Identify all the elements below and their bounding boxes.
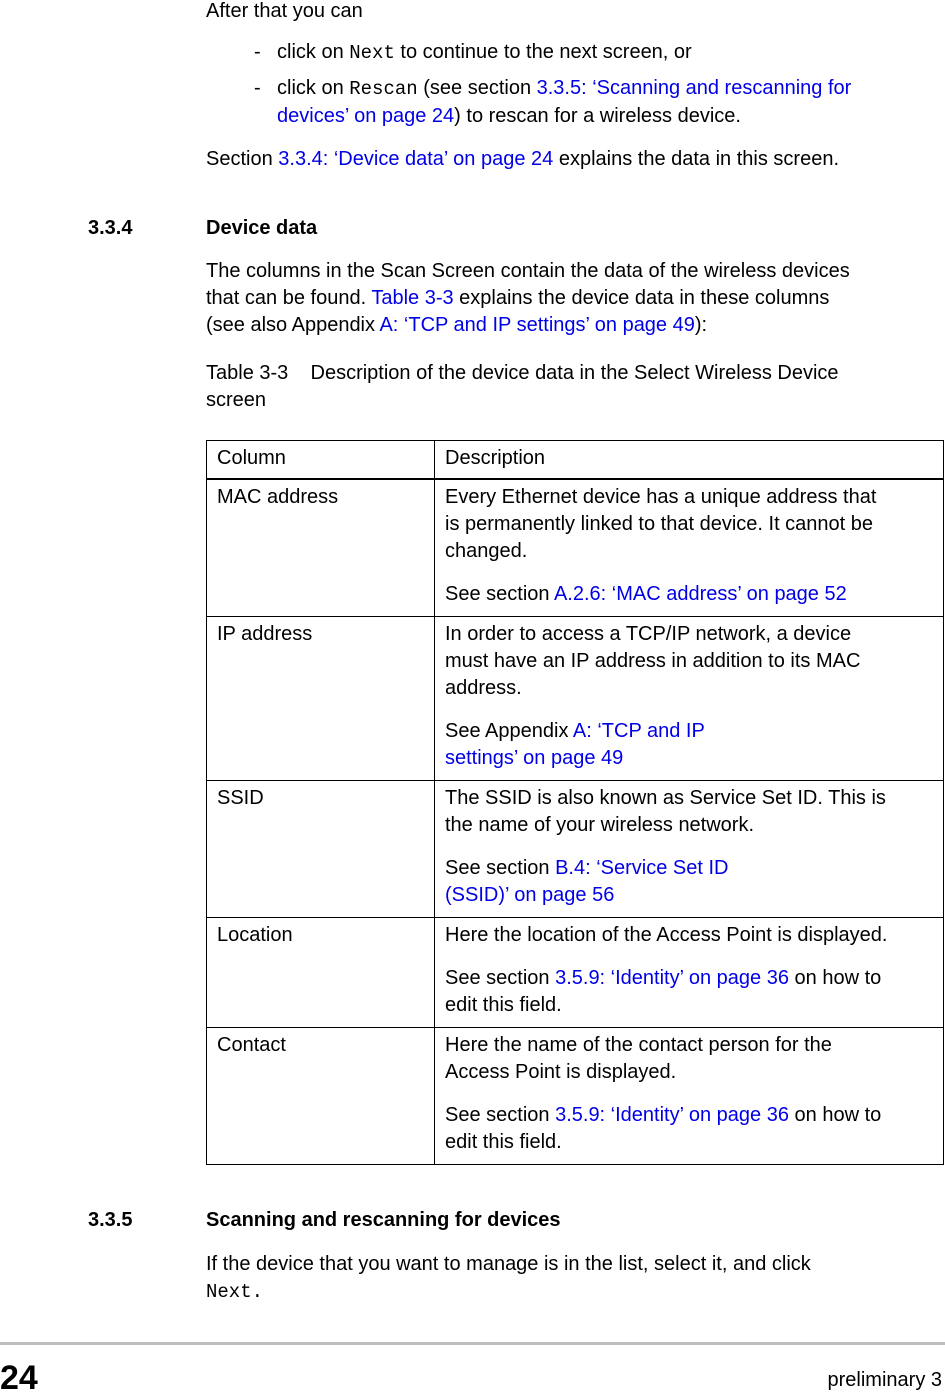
section-335-number: 3.3.5 [88,1209,133,1231]
link-tcp-ip-settings[interactable]: A: ‘TCP and IP [572,720,705,742]
cell-column: Contact [207,1028,435,1165]
table-row [207,479,944,617]
code-rescan: Rescan [349,78,418,100]
link-tcp-ip-settings-cont[interactable]: settings’ on page 49 [445,747,624,769]
link-identity[interactable]: 3.5.9: ‘Identity’ on page 36 [555,1104,789,1126]
section-334-title: Device data [206,217,318,239]
intro-lead: After that you can [206,0,363,22]
cell-description: The SSID is also known as Service Set ID. This is the name of your wireless network. See section B.4: ‘Service Set ID (SSID)’ on page 56 [435,781,944,918]
section-334-number: 3.3.4 [88,217,133,239]
section-334-body: The columns in the Scan Screen contain the data of the wireless devices that can be found. Table 3-3 explains the device data in these columns (see also Appendix A: ‘TCP and IP settings’ on page 49): [206,260,850,336]
table-row [207,918,944,1028]
link-mac-address[interactable]: A.2.6: ‘MAC address’ on page 52 [553,583,847,605]
link-table-3-3[interactable]: Table 3-3 [371,287,454,309]
table-header-row [207,441,944,480]
table-row [207,1028,944,1165]
link-ssid[interactable]: B.4: ‘Service Set ID [555,857,729,879]
link-appendix-a[interactable]: A: ‘TCP and IP settings’ on page 49 [379,314,695,336]
cell-column: Location [207,918,435,1028]
cell-description: Here the location of the Access Point is displayed. See section 3.5.9: ‘Identity’ on page 36 on how to edit this field. [435,918,944,1028]
link-section-334[interactable]: 3.3.4: ‘Device data’ on page 24 [278,148,554,170]
page-number: 24 [0,1359,38,1397]
link-ssid-cont[interactable]: (SSID)’ on page 56 [445,884,615,906]
bullet-dash: - [254,77,261,99]
footer-label: preliminary 3 [827,1369,942,1391]
cell-column: IP address [207,617,435,781]
link-identity[interactable]: 3.5.9: ‘Identity’ on page 36 [555,967,789,989]
section-335-body: If the device that you want to manage is in the list, select it, and click Next. [206,1253,811,1303]
table-row [207,617,944,781]
intro-bullet-rescan: - click on Rescan (see section 3.3.5: ‘Scanning and rescanning for devices’ on page 24) to rescan for a wireless device. [254,77,852,127]
cell-column: MAC address [207,479,435,617]
header-description: Description [435,441,944,480]
code-next: Next. [206,1281,264,1303]
device-data-table [206,440,944,1165]
intro-section-ref: Section 3.3.4: ‘Device data’ on page 24 explains the data in this screen. [206,148,840,170]
table-caption: Table 3-3 Description of the device data in the Select Wireless Device screen [206,362,839,411]
link-section-335-cont[interactable]: devices’ on page 24 [277,105,455,127]
code-next: Next [349,42,395,64]
table-row [207,781,944,918]
section-335-title: Scanning and rescanning for devices [206,1209,561,1231]
intro-bullet-next: - click on Next to continue to the next screen, or [254,41,692,64]
header-column: Column [207,441,435,480]
bullet-dash: - [254,41,261,63]
link-section-335[interactable]: 3.3.5: ‘Scanning and rescanning for [536,77,852,99]
cell-description: Every Ethernet device has a unique address that is permanently linked to that device. It cannot be changed. See section A.2.6: ‘MAC address’ on page 52 [435,479,944,617]
cell-column: SSID [207,781,435,918]
footer-rule [0,1342,945,1345]
cell-description: In order to access a TCP/IP network, a device must have an IP address in addition to its MAC address. See Appendix A: ‘TCP and IP settings’ on page 49 [435,617,944,781]
cell-description: Here the name of the contact person for the Access Point is displayed. See section 3.5.9: ‘Identity’ on page 36 on how to edit this field. [435,1028,944,1165]
